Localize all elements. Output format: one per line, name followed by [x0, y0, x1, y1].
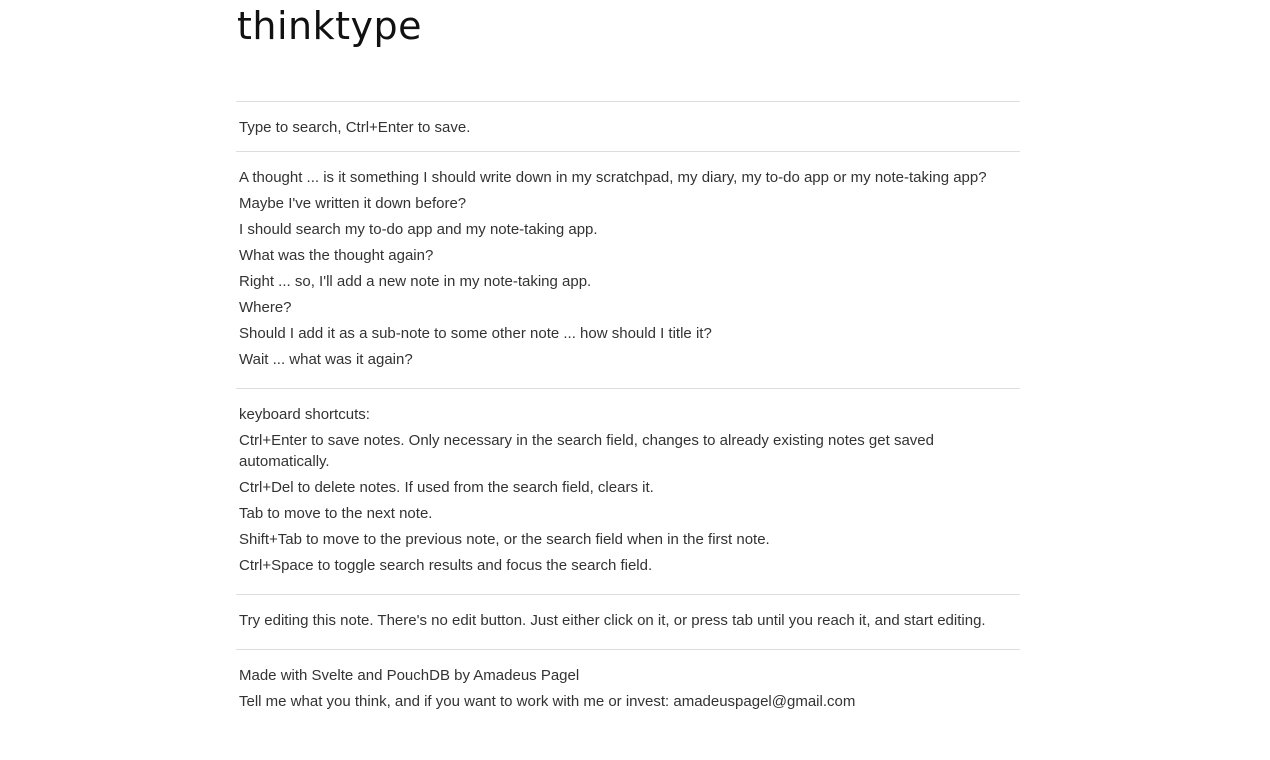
note-line: Where? [239, 299, 292, 316]
note-line: Maybe I've written it down before? [239, 195, 467, 212]
note-line: Ctrl+Del to delete notes. If used from the search field, clears it. [239, 479, 654, 496]
note-credits[interactable] [236, 649, 1020, 730]
note-line: Wait ... what was it again? [239, 351, 413, 368]
note-line: Ctrl+Space to toggle search results and focus the search field. [239, 557, 653, 574]
notes-list [236, 101, 1020, 730]
note-line: Tell me what you think, and if you want to work with me or invest: amadeuspagel@gmail.com [239, 693, 856, 710]
note-line: Right ... so, I'll add a new note in my note-taking app. [239, 273, 592, 290]
note-line: What was the thought again? [239, 247, 434, 264]
note-line: A thought ... is it something I should write down in my scratchpad, my diary, my to-do app or my note-taking app? [239, 169, 987, 186]
search-placeholder: Type to search, Ctrl+Enter to save. [239, 119, 471, 136]
note-line: Tab to move to the next note. [239, 505, 433, 522]
note-line: keyboard shortcuts: [239, 406, 370, 423]
note-line: Shift+Tab to move to the previous note, or the search field when in the first note. [239, 531, 770, 548]
note-line: Should I add it as a sub-note to some other note ... how should I title it? [239, 325, 712, 342]
note-thought[interactable] [236, 151, 1020, 388]
note-shortcuts[interactable] [236, 388, 1020, 594]
note-line: I should search my to-do app and my note-taking app. [239, 221, 598, 238]
note-try-editing[interactable] [236, 594, 1020, 649]
search-field[interactable] [236, 101, 1020, 151]
note-line: Made with Svelte and PouchDB by Amadeus Pagel [239, 667, 580, 684]
note-line: Try editing this note. There's no edit button. Just either click on it, or press tab until you reach it, and start editing. [239, 612, 986, 629]
note-line: Ctrl+Enter to save notes. Only necessary in the search field, changes to already existing notes get saved automatically. [239, 432, 939, 470]
app-logo: thinktype [237, 4, 423, 48]
